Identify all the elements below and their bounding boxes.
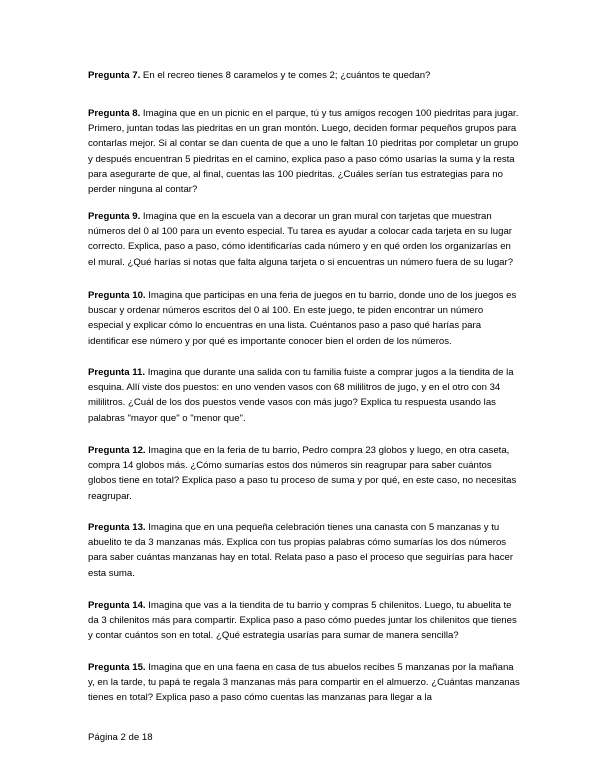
question-15: [88, 660, 520, 706]
question-label: Pregunta 14.: [88, 600, 146, 611]
page-number-footer: Página 2 de 18: [88, 732, 153, 743]
question-text: Imagina que vas a la tiendita de tu barrio y compras 5 chilenitos. Luego, tu abuelita te da 3 chilenitos más para compartir. Explica paso a paso cómo puedes juntar los chilenitos que tienes y contar cuántos son en total. ¿Qué estrategia usarías para sumar de manera sencilla?: [88, 600, 517, 642]
question-text: Imagina que en un picnic en el parque, tú y tus amigos recogen 100 piedritas para jugar. Primero, juntan todas las piedritas en un gran montón. Luego, deciden formar pequeños grupos para contarlas mejor. Si al contar se dan cuenta de que a uno le faltan 10 piedritas por completar un grupo y después encuentran 5 piedritas en el camino, explica paso a paso cómo usarías la suma y la resta para asegurarte de que, al final, cuentas las 100 piedritas. ¿Cuáles serían tus estrategias para no perder ninguna al contar?: [88, 108, 519, 196]
question-label: Pregunta 15.: [88, 662, 146, 673]
question-text: Imagina que participas en una feria de juegos en tu barrio, donde uno de los juegos es buscar y ordenar números escritos del 0 al 100. En este juego, te piden encontrar un número especial y explicar cómo lo encuentras en una lista. Cuéntanos paso a paso qué harías para identificar ese número y por qué es importante conocer bien el orden de los números.: [88, 290, 517, 347]
question-label: Pregunta 8.: [88, 108, 141, 119]
question-text: Imagina que en una pequeña celebración tienes una canasta con 5 manzanas y tu abuelito te da 3 manzanas más. Explica con tus propias palabras cómo sumarías los dos números para saber cuántas manzanas hay en total. Relata paso a paso el proceso que seguirías para hacer esta suma.: [88, 522, 514, 579]
question-14: [88, 598, 520, 644]
question-text: Imagina que en la feria de tu barrio, Pedro compra 23 globos y luego, en otra caseta, compra 14 globos más. ¿Cómo sumarías estos dos números sin reagrupar para saber cuántos globos tiene en total? Explica paso a paso tu proceso de suma y por qué, en este caso, no necesitas reagrupar.: [88, 445, 517, 502]
question-label: Pregunta 10.: [88, 290, 146, 301]
question-label: Pregunta 13.: [88, 522, 146, 533]
question-text: Imagina que en una faena en casa de tus abuelos recibes 5 manzanas por la mañana y, en la tarde, tu papá te regala 3 manzanas más para compartir en el almuerzo. ¿Cuántas manzanas tienes en total? Explica paso a paso cómo cuentas las manzanas para llegar a la: [88, 662, 520, 704]
question-label: Pregunta 9.: [88, 211, 141, 222]
question-label: Pregunta 11.: [88, 367, 146, 378]
question-7: [88, 68, 520, 83]
question-text: Imagina que en la escuela van a decorar un gran mural con tarjetas que muestran números del 0 al 100 para un evento especial. Tu tarea es ayudar a colocar cada tarjeta en su lugar correcto. Explica, paso a paso, cómo identificarías cada número y en qué orden los organizarías en el mural. ¿Qué harías si notas que falta alguna tarjeta o si encuentras un número fuera de su lugar?: [88, 211, 514, 268]
question-text: En el recreo tienes 8 caramelos y te comes 2; ¿cuántos te quedan?: [142, 70, 431, 81]
question-10: [88, 288, 520, 349]
question-12: [88, 443, 520, 504]
question-label: Pregunta 7.: [88, 70, 141, 81]
question-13: [88, 520, 520, 581]
question-label: Pregunta 12.: [88, 445, 146, 456]
question-8: [88, 106, 520, 197]
question-text: Imagina que durante una salida con tu familia fuiste a comprar jugos a la tiendita de la esquina. Allí viste dos puestos: en uno venden vasos con 68 mililitros de jugo, y en el otro con 34 mililitros. ¿Cuál de los dos puestos vende vasos con más jugo? Explica tu respuesta usando las palabras "mayor que" o "menor que".: [88, 367, 514, 424]
question-9: [88, 209, 520, 270]
question-11: [88, 365, 520, 426]
